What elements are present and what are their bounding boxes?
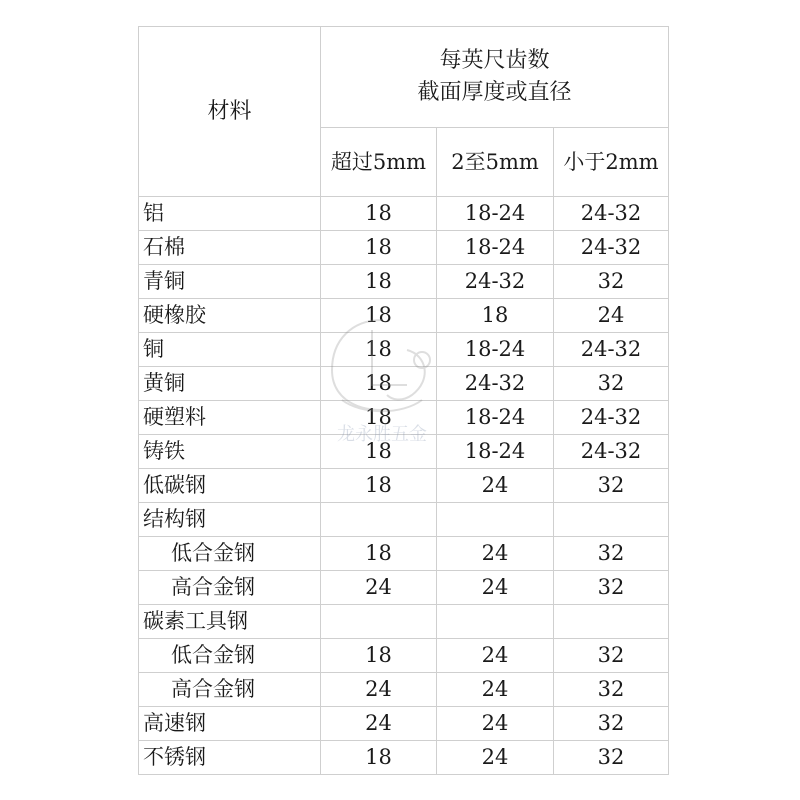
material-name-cell: 青铜 <box>139 265 321 299</box>
watermark-text: 龙永胜五金 <box>337 424 427 444</box>
teeth-value-under-2mm-cell: 32 <box>554 741 669 775</box>
teeth-value-over-5mm-cell: 18 <box>321 639 437 673</box>
teeth-value-under-2mm-cell: 32 <box>554 707 669 741</box>
column-header-under-2mm: 小于2mm <box>554 128 669 197</box>
teeth-per-inch-table-container <box>138 26 668 775</box>
teeth-value-over-5mm-cell: 18 <box>321 231 437 265</box>
table-row <box>139 571 669 605</box>
teeth-value-under-2mm-cell: 24-32 <box>554 333 669 367</box>
table-row <box>139 707 669 741</box>
teeth-value-2-to-5mm-cell: 24 <box>437 639 554 673</box>
material-name-cell: 硬塑料 <box>139 401 321 435</box>
material-name-cell: 低合金钢 <box>139 537 321 571</box>
table-row <box>139 639 669 673</box>
material-name-cell: 铸铁 <box>139 435 321 469</box>
teeth-value-over-5mm-cell: 18 <box>321 265 437 299</box>
table-row <box>139 367 669 401</box>
teeth-value-under-2mm-cell <box>554 503 669 537</box>
table-row <box>139 605 669 639</box>
header-title-line2: 截面厚度或直径 <box>417 80 572 105</box>
table-row <box>139 333 669 367</box>
teeth-value-under-2mm-cell: 24-32 <box>554 197 669 231</box>
material-header: 材料 <box>139 27 321 197</box>
table-row <box>139 741 669 775</box>
teeth-value-over-5mm-cell <box>321 605 437 639</box>
material-name-cell: 低碳钢 <box>139 469 321 503</box>
teeth-value-under-2mm-cell: 32 <box>554 571 669 605</box>
teeth-value-2-to-5mm-cell: 24 <box>437 673 554 707</box>
teeth-value-2-to-5mm-cell: 18 <box>437 299 554 333</box>
table-row <box>139 503 669 537</box>
column-header-2-to-5mm: 2至5mm <box>437 128 554 197</box>
column-header-over-5mm: 超过5mm <box>321 128 437 197</box>
teeth-value-over-5mm-cell: 24 <box>321 673 437 707</box>
teeth-value-over-5mm-cell: 18 <box>321 367 437 401</box>
header-title-line1: 每英尺齿数 <box>439 48 550 73</box>
teeth-value-2-to-5mm-cell: 24-32 <box>437 367 554 401</box>
teeth-value-under-2mm-cell: 32 <box>554 639 669 673</box>
material-name-cell: 结构钢 <box>139 503 321 537</box>
teeth-value-2-to-5mm-cell <box>437 503 554 537</box>
material-name-cell: 铜 <box>139 333 321 367</box>
material-name-cell: 不锈钢 <box>139 741 321 775</box>
teeth-value-over-5mm-cell: 24 <box>321 571 437 605</box>
material-name-cell: 铝 <box>139 197 321 231</box>
table-row <box>139 537 669 571</box>
table-row <box>139 197 669 231</box>
teeth-value-over-5mm-cell: 24 <box>321 707 437 741</box>
teeth-per-inch-table <box>138 26 669 775</box>
header-row-title <box>139 27 669 128</box>
table-row <box>139 265 669 299</box>
teeth-value-under-2mm-cell: 32 <box>554 265 669 299</box>
teeth-value-2-to-5mm-cell <box>437 605 554 639</box>
table-row <box>139 299 669 333</box>
teeth-value-under-2mm-cell: 24 <box>554 299 669 333</box>
material-name-cell: 高合金钢 <box>139 673 321 707</box>
teeth-value-2-to-5mm-cell: 24 <box>437 571 554 605</box>
teeth-value-over-5mm-cell <box>321 503 437 537</box>
teeth-value-under-2mm-cell <box>554 605 669 639</box>
teeth-value-2-to-5mm-cell: 24 <box>437 707 554 741</box>
teeth-value-over-5mm-cell: 18 <box>321 537 437 571</box>
teeth-value-2-to-5mm-cell: 18-24 <box>437 435 554 469</box>
table-row <box>139 469 669 503</box>
table-body <box>139 197 669 775</box>
teeth-per-foot-header <box>321 27 669 128</box>
teeth-value-under-2mm-cell: 24-32 <box>554 231 669 265</box>
teeth-value-over-5mm-cell: 18 <box>321 741 437 775</box>
teeth-value-2-to-5mm-cell: 18-24 <box>437 401 554 435</box>
teeth-value-2-to-5mm-cell: 24-32 <box>437 265 554 299</box>
material-name-cell: 碳素工具钢 <box>139 605 321 639</box>
teeth-value-under-2mm-cell: 24-32 <box>554 435 669 469</box>
teeth-value-2-to-5mm-cell: 24 <box>437 469 554 503</box>
teeth-value-over-5mm-cell: 18 <box>321 469 437 503</box>
teeth-value-under-2mm-cell: 32 <box>554 673 669 707</box>
material-name-cell: 硬橡胶 <box>139 299 321 333</box>
table-row <box>139 435 669 469</box>
teeth-value-2-to-5mm-cell: 24 <box>437 537 554 571</box>
table-row <box>139 231 669 265</box>
material-name-cell: 高合金钢 <box>139 571 321 605</box>
teeth-value-under-2mm-cell: 24-32 <box>554 401 669 435</box>
teeth-value-over-5mm-cell: 18 <box>321 333 437 367</box>
material-name-cell: 黄铜 <box>139 367 321 401</box>
teeth-value-over-5mm-cell: 18 <box>321 435 437 469</box>
teeth-value-2-to-5mm-cell: 24 <box>437 741 554 775</box>
teeth-value-over-5mm-cell: 18 <box>321 401 437 435</box>
material-name-cell: 石棉 <box>139 231 321 265</box>
table-row <box>139 673 669 707</box>
teeth-value-over-5mm-cell: 18 <box>321 299 437 333</box>
teeth-value-over-5mm-cell: 18 <box>321 197 437 231</box>
material-name-cell: 低合金钢 <box>139 639 321 673</box>
teeth-value-under-2mm-cell: 32 <box>554 367 669 401</box>
teeth-value-under-2mm-cell: 32 <box>554 537 669 571</box>
material-name-cell: 高速钢 <box>139 707 321 741</box>
teeth-value-2-to-5mm-cell: 18-24 <box>437 197 554 231</box>
teeth-value-2-to-5mm-cell: 18-24 <box>437 231 554 265</box>
teeth-value-2-to-5mm-cell: 18-24 <box>437 333 554 367</box>
teeth-value-under-2mm-cell: 32 <box>554 469 669 503</box>
table-row <box>139 401 669 435</box>
